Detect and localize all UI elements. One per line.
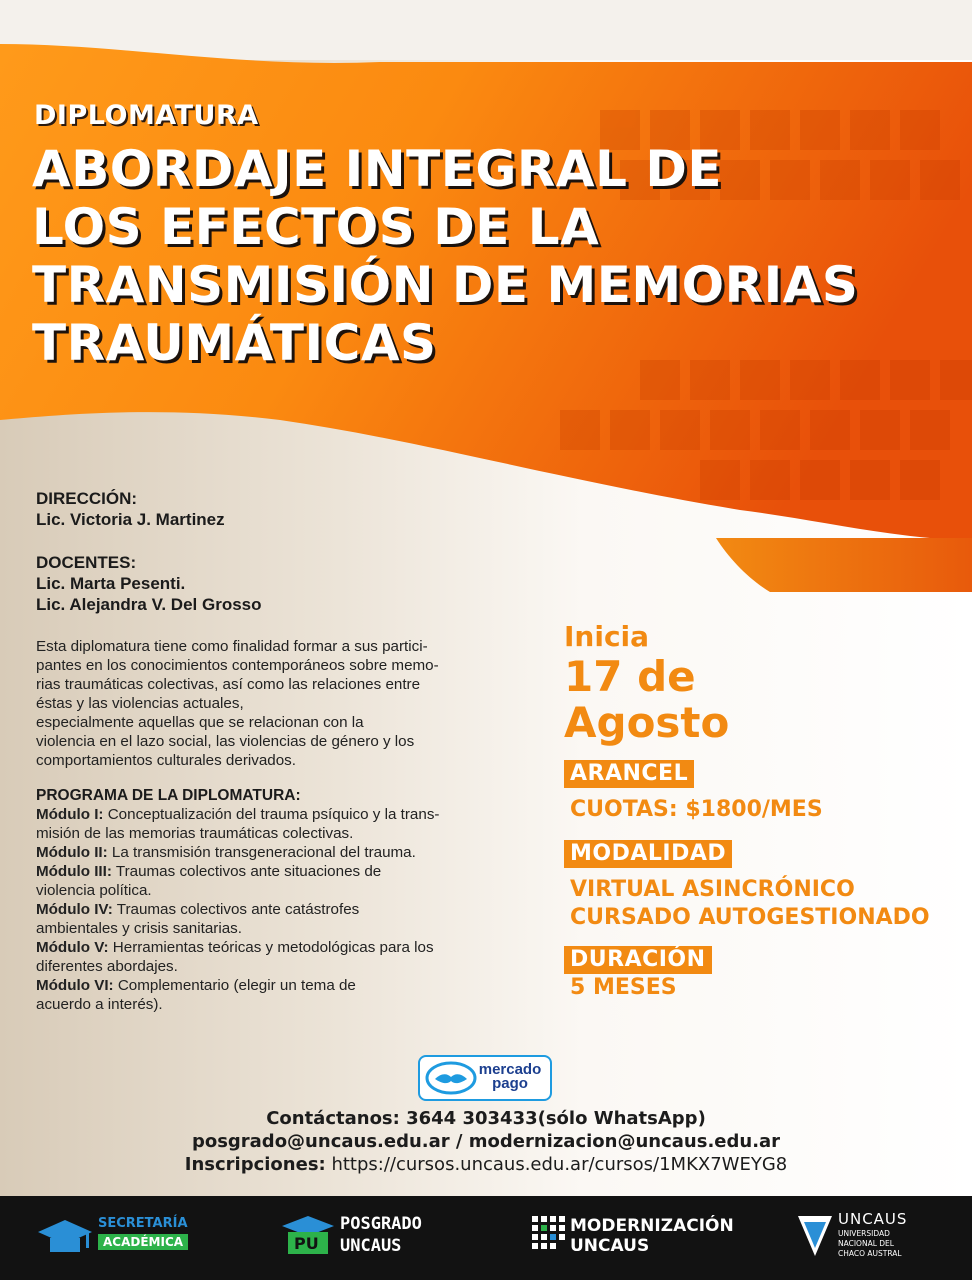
arancel-tag: ARANCEL — [564, 760, 694, 788]
description-line: éstas y las violencias actuales, — [36, 695, 244, 712]
secretaria-line1: SECRETARÍA — [98, 1216, 188, 1231]
program-info — [564, 620, 964, 1002]
title-line: TRANSMISIÓN DE MEMORIAS — [32, 256, 859, 314]
modalidad-value: CURSADO AUTOGESTIONADO — [570, 905, 930, 930]
module-label: Módulo III: — [36, 863, 112, 880]
inscripciones-link[interactable]: https://cursos.uncaus.edu.ar/cursos/1MKX7WEYG8 — [325, 1154, 788, 1175]
direccion-name: Lic. Victoria J. Martinez — [36, 510, 225, 529]
mercado-pago-line: pago — [492, 1075, 528, 1092]
email-links[interactable]: posgrado@uncaus.edu.ar / modernizacion@uncaus.edu.ar — [191, 1131, 781, 1152]
inscripciones-label: Inscripciones: — [184, 1154, 326, 1175]
mercado-pago-line: mercado — [478, 1061, 542, 1078]
start-date-day: 17 de — [564, 652, 696, 701]
duracion-tag: DURACIÓN — [564, 946, 712, 974]
direccion-block — [36, 488, 536, 530]
module-label: Módulo II: — [36, 844, 108, 861]
module-label: Módulo V: — [36, 939, 109, 956]
description-line: violencia en el lazo social, las violencias de género y los — [36, 733, 415, 750]
docentes-block — [36, 552, 536, 615]
posgrado-uncaus-logo — [280, 1212, 430, 1262]
modernizacion-line2: UNCAUS — [570, 1236, 650, 1256]
module-item — [36, 976, 536, 995]
title-line: ABORDAJE INTEGRAL DE — [32, 140, 723, 198]
uncaus-line: NACIONAL DEL — [838, 1239, 894, 1248]
module-item — [36, 900, 536, 919]
docente-name: Lic. Alejandra V. Del Grosso — [36, 595, 262, 614]
uncaus-line: UNIVERSIDAD — [838, 1229, 890, 1238]
arancel-value: CUOTAS: $1800/MES — [570, 797, 823, 822]
module-text: La transmisión transgeneracional del trauma. — [107, 844, 416, 861]
description-line: Esta diplomatura tiene como finalidad formar a sus partici- — [36, 638, 428, 655]
footer-logos — [0, 1196, 972, 1280]
description-line: pantes en los conocimientos contemporáneos sobre memo- — [36, 657, 439, 674]
module-text: Complementario (elegir un tema de — [113, 977, 356, 994]
module-text: diferentes abordajes. — [36, 958, 178, 975]
modernizacion-uncaus-logo — [532, 1214, 732, 1260]
program-details — [36, 488, 536, 1014]
module-text: misión de las memorias traumáticas colectivas. — [36, 825, 354, 842]
title-line: TRAUMÁTICAS — [32, 314, 437, 372]
title-line: LOS EFECTOS DE LA — [32, 198, 600, 256]
duracion-value: 5 MESES — [570, 975, 677, 1000]
posgrado-line2: UNCAUS — [340, 1236, 402, 1256]
programa-block — [36, 786, 536, 1014]
start-label: Inicia — [564, 620, 650, 653]
module-text: Traumas colectivos ante situaciones de — [111, 863, 382, 880]
graduation-cap-icon — [36, 1218, 94, 1256]
pu-mark: PU — [294, 1234, 319, 1253]
secretaria-academica-logo — [36, 1214, 196, 1262]
docente-name: Lic. Marta Pesenti. — [36, 574, 186, 593]
mercado-pago-logo — [418, 1055, 552, 1101]
module-text: Conceptualización del trauma psíquico y la trans- — [103, 806, 440, 823]
module-label: Módulo I: — [36, 806, 104, 823]
description-line: especialmente aquellas que se relacionan con la — [36, 714, 364, 731]
inscripciones-line — [0, 1153, 972, 1176]
modernizacion-line1: MODERNIZACIÓN — [570, 1216, 734, 1236]
module-text: ambientales y crisis sanitarias. — [36, 920, 242, 937]
module-text: Traumas colectivos ante catástrofes — [112, 901, 360, 918]
phone-value[interactable]: 3644 303433(sólo WhatsApp) — [399, 1108, 706, 1129]
direccion-label: DIRECCIÓN: — [36, 489, 138, 508]
secretaria-line2: ACADÉMICA — [98, 1234, 188, 1250]
module-item — [36, 805, 536, 824]
uncaus-line: CHACO AUSTRAL — [838, 1249, 902, 1258]
contact-block — [0, 1107, 972, 1176]
uncaus-logo — [796, 1210, 936, 1266]
uncaus-name: UNCAUS — [838, 1210, 908, 1228]
program-description — [36, 637, 536, 770]
start-date-month: Agosto — [564, 698, 730, 747]
program-title — [32, 140, 912, 372]
module-label: Módulo IV: — [36, 901, 113, 918]
programa-title: PROGRAMA DE LA DIPLOMATURA: — [36, 787, 301, 804]
modalidad-tag: MODALIDAD — [564, 840, 732, 868]
module-label: Módulo VI: — [36, 977, 114, 994]
pixel-grid-icon — [532, 1216, 566, 1252]
module-text: acuerdo a interés). — [36, 996, 163, 1013]
handshake-icon — [425, 1061, 477, 1095]
module-item — [36, 843, 536, 862]
module-text: violencia política. — [36, 882, 152, 899]
module-item — [36, 938, 536, 957]
uncaus-shield-icon — [796, 1214, 834, 1258]
phone-label: Contáctanos: — [266, 1108, 400, 1129]
module-text: Herramientas teóricas y metodológicas para los — [108, 939, 434, 956]
module-item — [36, 862, 536, 881]
description-line: rias traumáticas colectivas, así como las relaciones entre — [36, 676, 421, 693]
phone-line — [0, 1107, 972, 1130]
description-line: comportamientos culturales derivados. — [36, 752, 296, 769]
docentes-label: DOCENTES: — [36, 553, 137, 572]
mercado-pago-text — [476, 1063, 544, 1091]
program-type: DIPLOMATURA — [34, 100, 259, 131]
modalidad-value: VIRTUAL ASINCRÓNICO — [570, 877, 855, 902]
posgrado-line1: POSGRADO — [340, 1214, 422, 1234]
